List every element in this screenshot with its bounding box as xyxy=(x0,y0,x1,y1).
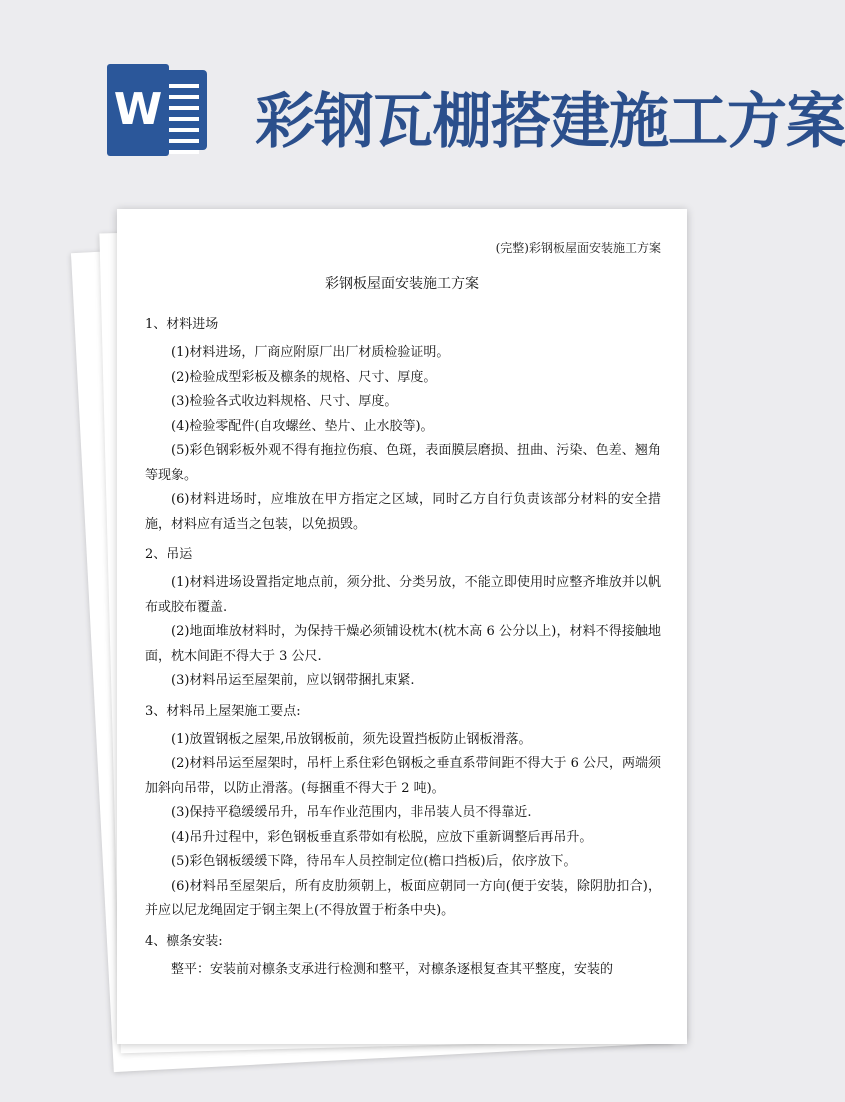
document-body xyxy=(145,307,661,982)
paragraph: (2)检验成型彩板及檩条的规格、尺寸、厚度。 xyxy=(171,369,437,385)
running-header: (完整)彩钢板屋面安装施工方案 xyxy=(495,241,661,255)
paragraph: (1)材料进场，厂商应附原厂出厂材质检验证明。 xyxy=(171,345,450,360)
section-heading: 4、檩条安装: xyxy=(145,933,223,949)
document-title: 彩钢板屋面安装施工方案 xyxy=(325,276,479,292)
banner-header xyxy=(0,0,845,190)
word-document-icon xyxy=(107,64,210,156)
paragraph: (5)彩色钢板缓缓下降，待吊车人员控制定位(檐口挡板)后，依序放下。 xyxy=(171,854,577,869)
paragraph: (2)地面堆放材料时，为保持干燥必须铺设枕木(枕木高 6 公分以上)，材料不得接触地面，枕木间距不得大于 3 公尺. xyxy=(145,624,661,664)
banner-title: 彩钢瓦棚搭建施工方案 xyxy=(255,87,845,157)
paragraph: (3)检验各式收边料规格、尺寸、厚度。 xyxy=(171,394,398,409)
paragraph: 整平：安装前对檩条支承进行检测和整平，对檩条逐根复查其平整度，安装的 xyxy=(171,961,614,977)
paragraph: (2)材料吊运至屋架时，吊杆上系住彩色钢板之垂直系带间距不得大于 6 公尺，两端须加斜向吊带，以防止滑落。(每捆重不得大于 2 吨)。 xyxy=(145,756,661,796)
word-letter-badge: W xyxy=(107,64,169,156)
paragraph: (6)材料吊至屋架后，所有皮肋须朝上，板面应朝同一方向(便于安装，除阴肋扣合)，并应以尼龙绳固定于钢主架上(不得放置于桁条中央)。 xyxy=(145,878,661,918)
paragraph: (1)材料进场设置指定地点前，须分批、分类另放，不能立即使用时应整齐堆放并以帆布或胶布覆盖. xyxy=(145,575,661,615)
paragraph: (1)放置钢板之屋架,吊放钢板前，须先设置挡板防止钢板滑落。 xyxy=(171,731,532,747)
paragraph: (4)吊升过程中，彩色钢板垂直系带如有松脱，应放下重新调整后再吊升。 xyxy=(171,829,593,845)
document-page xyxy=(117,209,687,1044)
paragraph: (3)材料吊运至屋架前，应以钢带捆扎束紧. xyxy=(171,673,415,688)
paragraph: (5)彩色钢彩板外观不得有拖拉伤痕、色斑，表面膜层磨损、扭曲、污染、色差、翘角等现象。 xyxy=(145,443,661,483)
paragraph: (4)检验零配件(自攻螺丝、垫片、止水胶等)。 xyxy=(171,418,434,434)
section-heading: 1、材料进场 xyxy=(145,317,219,332)
paragraph: (3)保持平稳缓缓吊升，吊车作业范围内，非吊装人员不得靠近. xyxy=(171,805,532,820)
section-heading: 3、材料吊上屋架施工要点: xyxy=(145,703,301,719)
section-heading: 2、吊运 xyxy=(145,547,193,562)
paragraph: (6)材料进场时，应堆放在甲方指定之区域，同时乙方自行负责该部分材料的安全措施，材料应有适当之包装，以免损毁。 xyxy=(145,492,661,532)
